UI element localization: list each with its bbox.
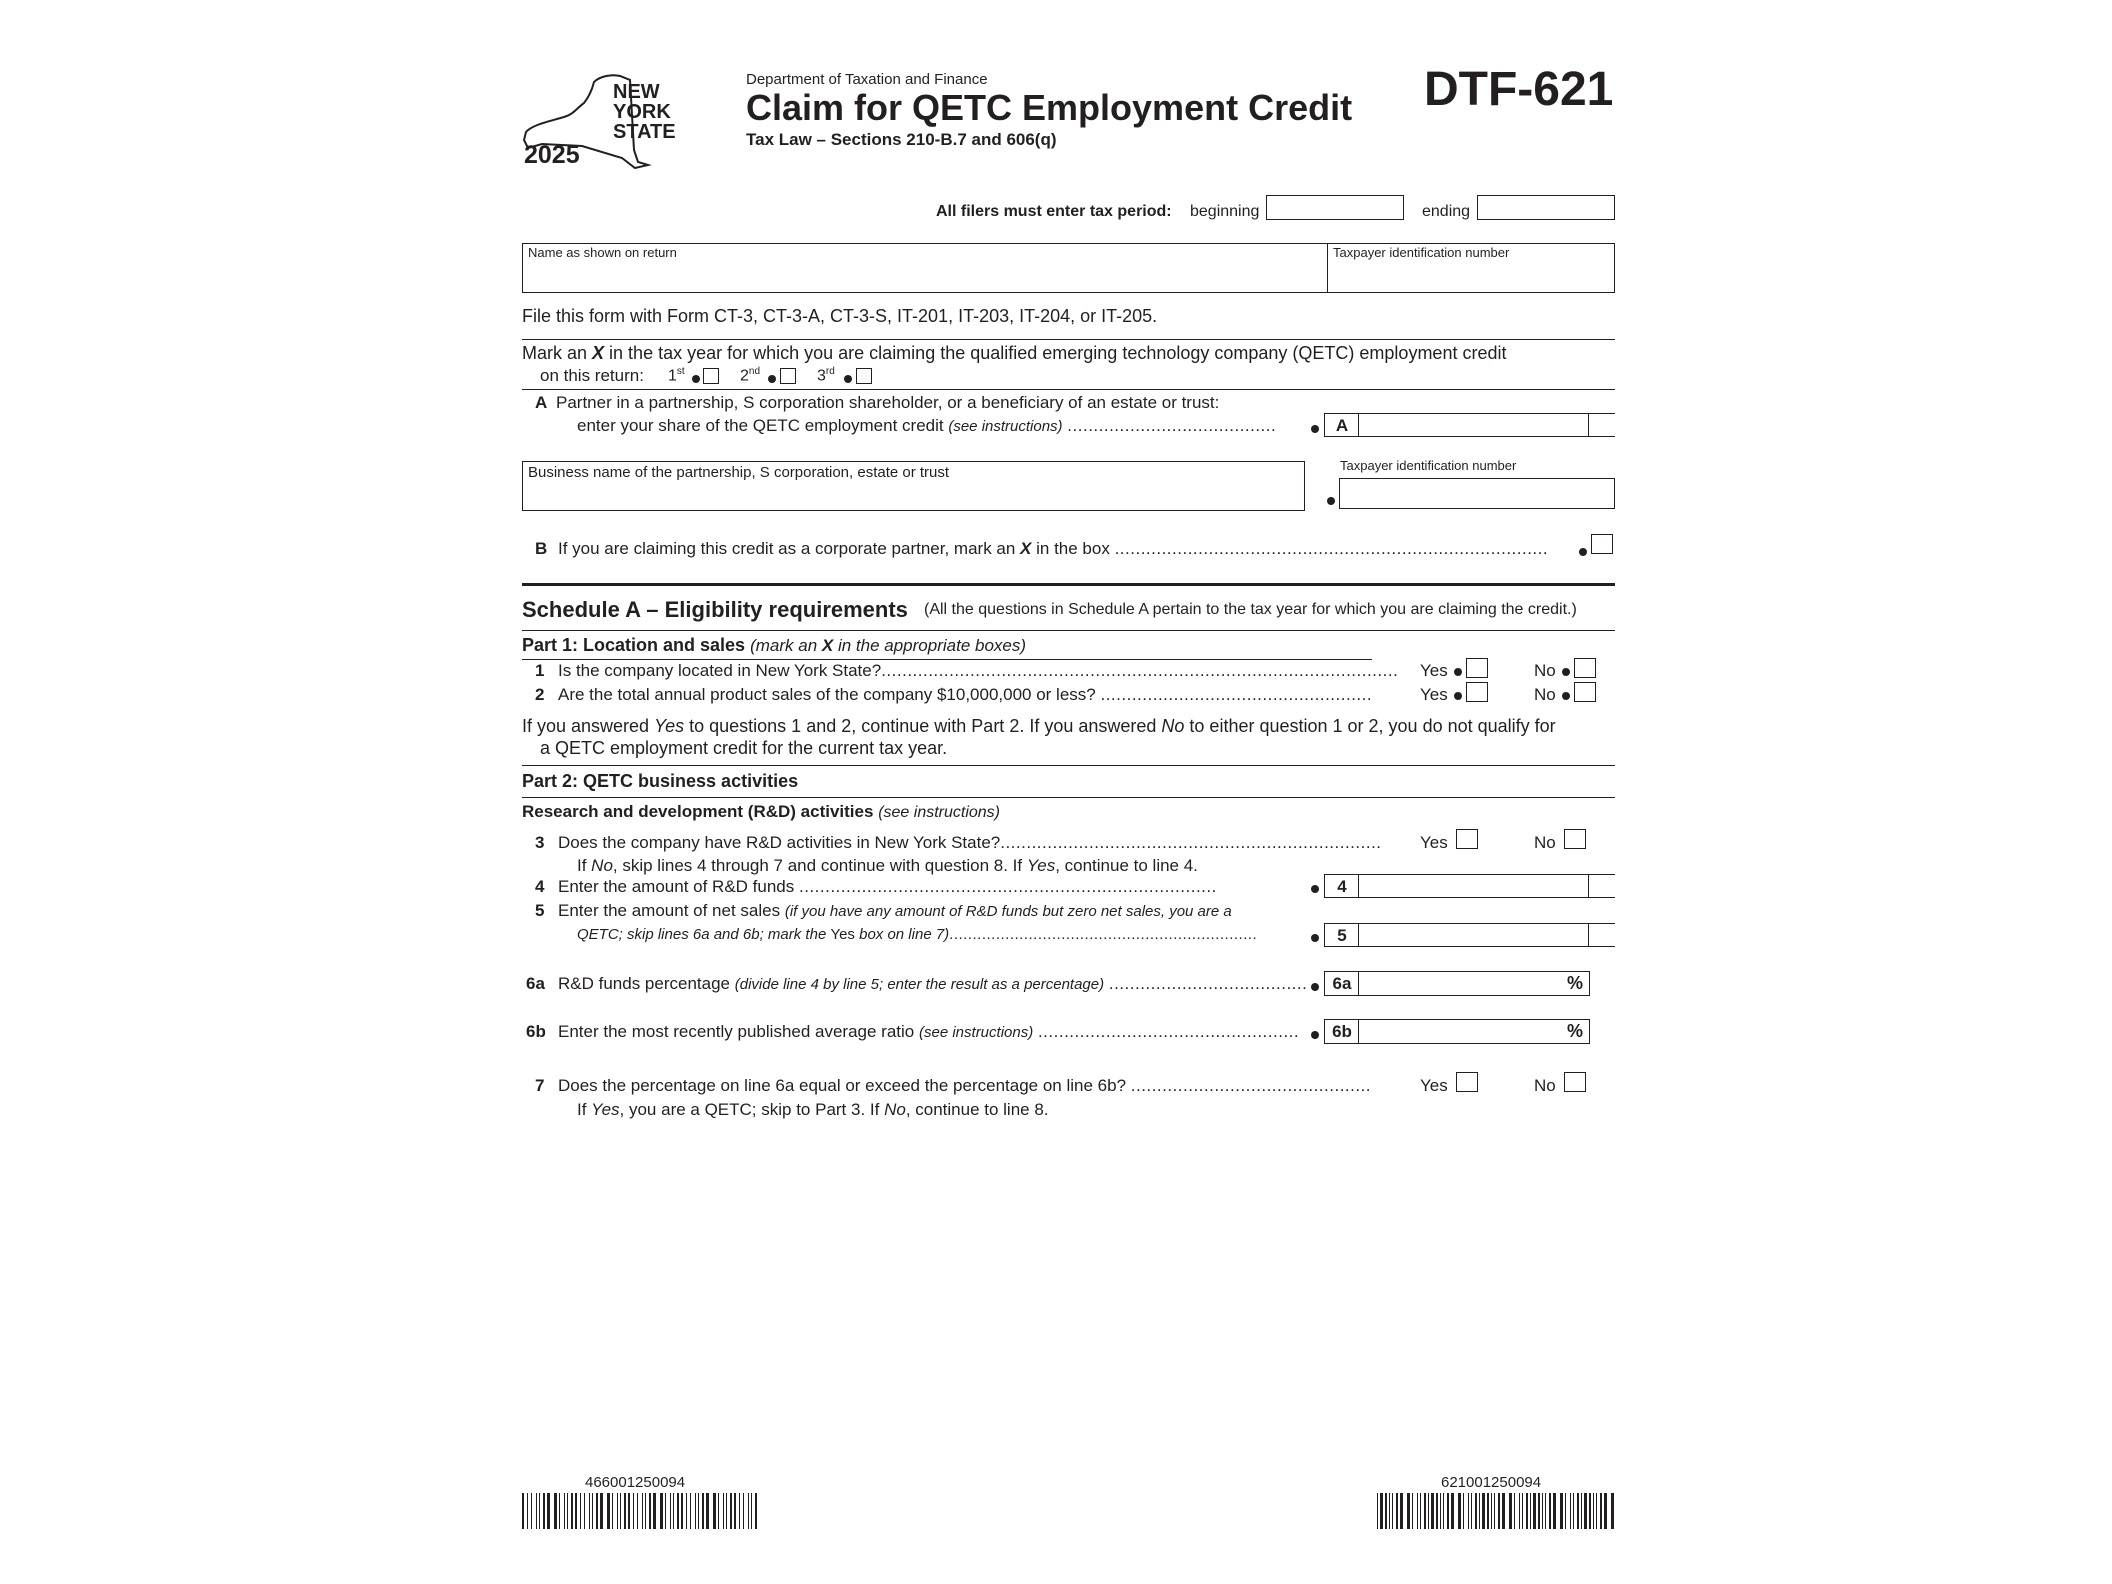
barcode-bar: [637, 1493, 638, 1529]
barcode-bar: [739, 1493, 740, 1529]
barcode-bar: [1542, 1493, 1543, 1529]
line-b-corporate-partner-checkbox[interactable]: [1591, 534, 1613, 554]
line-a-cents-input[interactable]: [1588, 413, 1615, 437]
nys-logo: [522, 70, 687, 170]
barcode-bar: [617, 1493, 618, 1529]
barcode-bar: [1479, 1493, 1480, 1529]
tax-period-ending-input[interactable]: [1477, 195, 1615, 220]
taxpayer-name-label: Name as shown on return: [528, 245, 677, 260]
q1-number: 1: [535, 661, 545, 680]
line5-text: Enter the amount of net sales (if you have any amount of R&D funds but zero net sales, you are a: [558, 901, 1232, 920]
q7-number: 7: [535, 1076, 545, 1095]
barcode-bar: [1463, 1493, 1464, 1529]
tax-year-2nd-checkbox[interactable]: [780, 368, 796, 384]
barcode-bar: [1491, 1493, 1492, 1529]
barcode-bar: [723, 1493, 724, 1529]
barcode-bar: [1604, 1493, 1607, 1529]
line5-note: QETC; skip lines 6a and 6b; mark the Yes box on line 7)..................................................................: [577, 926, 1258, 943]
q1-text: Is the company located in New York State?...................................................................................................: [558, 661, 1399, 680]
barcode-bar: [1380, 1493, 1383, 1529]
bullet-icon: [1454, 668, 1462, 676]
barcode-bar: [1385, 1493, 1387, 1529]
business-name-field[interactable]: [522, 461, 1305, 511]
barcode-bar: [1611, 1493, 1614, 1529]
barcode-bar: [1407, 1493, 1410, 1529]
percent-sign: %: [1566, 1021, 1583, 1041]
barcode-bar: [743, 1493, 744, 1529]
barcode-bar: [1581, 1493, 1582, 1529]
line6b-text: Enter the most recently published average ratio (see instructions) ..................................................: [558, 1022, 1300, 1041]
barcode-bar: [531, 1493, 532, 1529]
barcode-bar: [1471, 1493, 1472, 1529]
bullet-icon: [1311, 425, 1319, 433]
barcode-bar: [645, 1493, 646, 1529]
bullet-icon: [1311, 934, 1319, 942]
q7-no-label: No: [1534, 1076, 1556, 1095]
line-a-amount-input[interactable]: [1358, 413, 1590, 437]
barcode-bar: [653, 1493, 656, 1529]
barcode-bar: [600, 1493, 603, 1529]
barcode-bar: [1458, 1493, 1461, 1529]
barcode-bar: [1400, 1493, 1403, 1529]
barcode-bar: [751, 1493, 752, 1529]
barcode-bar: [1570, 1493, 1571, 1529]
tax-year-1st-label: 1st: [668, 366, 685, 385]
barcode-bar: [543, 1493, 545, 1529]
rd-heading: Research and development (R&D) activities (see instructions): [522, 802, 1001, 821]
divider: [522, 630, 1615, 631]
ending-label: ending: [1422, 203, 1471, 220]
barcode-bar: [536, 1493, 537, 1529]
barcode-bar: [1560, 1493, 1563, 1529]
barcode-bar: [628, 1493, 630, 1529]
line5-number: 5: [535, 901, 545, 920]
taxpayer-tin-label: Taxpayer identification number: [1333, 245, 1510, 260]
barcode-right: [1377, 1493, 1615, 1529]
barcode-bar: [1412, 1493, 1413, 1529]
barcode-bar: [1514, 1493, 1515, 1529]
line6a-percentage-input[interactable]: [1358, 971, 1590, 996]
barcode-bar: [539, 1493, 540, 1529]
part2-title: Part 2: QETC business activities: [522, 771, 799, 791]
barcode-bar: [1389, 1493, 1390, 1529]
bullet-icon: [1311, 1031, 1319, 1039]
line6a-text: R&D funds percentage (divide line 4 by line 5; enter the result as a percentage) ......................................: [558, 974, 1308, 993]
barcode-bar: [1475, 1493, 1477, 1529]
line6a-number: 6a: [526, 974, 545, 993]
q1-no-checkbox[interactable]: [1574, 658, 1596, 678]
barcode-left: [522, 1493, 760, 1529]
bullet-icon: [844, 375, 852, 383]
section-divider: [522, 583, 1615, 586]
line6b-box-label: 6b: [1324, 1019, 1360, 1044]
barcode-bar: [702, 1493, 704, 1529]
line6b-number: 6b: [526, 1022, 546, 1041]
barcode-bar: [726, 1493, 727, 1529]
barcode-bar: [1392, 1493, 1393, 1529]
line-a-box-label: A: [1324, 413, 1360, 437]
barcode-bar: [1498, 1493, 1500, 1529]
line6a-box-label: 6a: [1324, 971, 1360, 996]
tax-year-instruction: Mark an X in the tax year for which you are claiming the qualified emerging technology company (QETC) employment credit: [522, 343, 1507, 363]
barcode-bar: [575, 1493, 577, 1529]
barcode-bar: [1420, 1493, 1421, 1529]
barcode-bar: [755, 1493, 757, 1529]
schedule-a-title: Schedule A – Eligibility requirements: [522, 597, 908, 622]
barcode-bar: [1396, 1493, 1398, 1529]
barcode-bar: [607, 1493, 610, 1529]
barcode-bar: [681, 1493, 683, 1529]
divider: [522, 389, 1615, 390]
file-with-instructions: File this form with Form CT-3, CT-3-A, CT-3-S, IT-201, IT-203, IT-204, or IT-205.: [522, 306, 1158, 326]
tax-law-reference: Tax Law – Sections 210-B.7 and 606(q): [746, 130, 1057, 149]
q7-instructions: If Yes, you are a QETC; skip to Part 3. If No, continue to line 8.: [577, 1100, 1049, 1119]
barcode-bar: [706, 1493, 709, 1529]
barcode-bar: [1468, 1493, 1469, 1529]
bullet-icon: [1562, 692, 1570, 700]
barcode-bar: [567, 1493, 568, 1529]
divider: [522, 765, 1615, 766]
barcode-bar: [1377, 1493, 1378, 1529]
barcode-bar: [559, 1493, 560, 1529]
tax-year-1st-checkbox[interactable]: [703, 368, 719, 384]
barcode-bar: [660, 1493, 663, 1529]
barcode-bar: [522, 1493, 524, 1529]
q1-no-label: No: [1534, 661, 1556, 680]
tax-year-instruction-line2: on this return:: [540, 366, 644, 385]
barcode-bar: [1553, 1493, 1556, 1529]
barcode-bar: [580, 1493, 581, 1529]
line4-box-label: 4: [1324, 874, 1360, 898]
form-number: DTF-621: [1424, 63, 1614, 116]
barcode-bar: [624, 1493, 626, 1529]
barcode-bar: [670, 1493, 671, 1529]
bullet-icon: [1327, 497, 1335, 505]
logo-york: YORK: [613, 101, 671, 123]
q2-number: 2: [535, 685, 545, 704]
barcode-bar: [554, 1493, 557, 1529]
line6b-average-ratio-input[interactable]: [1358, 1019, 1590, 1044]
barcode-bar: [1487, 1493, 1489, 1529]
barcode-bar: [1545, 1493, 1546, 1529]
barcode-bar: [698, 1493, 699, 1529]
barcode-bar: [589, 1493, 590, 1529]
q2-text: Are the total annual product sales of the company $10,000,000 or less? ....................................................: [558, 685, 1373, 704]
percent-sign: %: [1566, 973, 1583, 993]
q2-no-label: No: [1534, 685, 1556, 704]
line5-cents-input[interactable]: [1588, 923, 1615, 947]
q3-instructions: If No, skip lines 4 through 7 and continue with question 8. If Yes, continue to line 4.: [577, 856, 1198, 875]
barcode-bar: [1436, 1493, 1438, 1529]
barcode-bar: [592, 1493, 593, 1529]
q3-yes-checkbox[interactable]: [1456, 829, 1478, 849]
tax-year-3rd-checkbox[interactable]: [856, 368, 872, 384]
barcode-bar: [1519, 1493, 1520, 1529]
tax-year-2nd-label: 2nd: [740, 366, 761, 385]
barcode-bar: [1533, 1493, 1536, 1529]
barcode-bar: [1428, 1493, 1429, 1529]
bullet-icon: [768, 375, 776, 383]
barcode-bar: [1584, 1493, 1587, 1529]
line-a-text: Partner in a partnership, S corporation shareholder, or a beneficiary of an estate or trust:: [556, 393, 1220, 412]
barcode-bar: [571, 1493, 573, 1529]
barcode-bar: [1526, 1493, 1528, 1529]
barcode-bar: [633, 1493, 634, 1529]
logo-year: 2025: [524, 141, 580, 169]
line4-rd-funds-input[interactable]: [1358, 874, 1590, 898]
schedule-a-note: (All the questions in Schedule A pertain to the tax year for which you are claiming the credit.): [924, 601, 1577, 618]
barcode-bar: [673, 1493, 674, 1529]
barcode-bar: [527, 1493, 528, 1529]
q7-no-checkbox[interactable]: [1564, 1072, 1586, 1092]
line-b-text: If you are claiming this credit as a corporate partner, mark an X in the box ...................................................................................: [558, 539, 1549, 558]
barcode-bar: [1573, 1493, 1574, 1529]
barcode-bar: [677, 1493, 679, 1529]
barcode-bar: [1577, 1493, 1579, 1529]
barcode-bar: [1530, 1493, 1531, 1529]
underline: [522, 659, 1372, 660]
barcode-bar: [690, 1493, 691, 1529]
barcode-bar: [1600, 1493, 1602, 1529]
logo-new: NEW: [613, 81, 660, 103]
barcode-bar: [1509, 1493, 1512, 1529]
q1-yes-label: Yes: [1420, 661, 1448, 680]
q3-yes-label: Yes: [1420, 833, 1448, 852]
barcode-bar: [1451, 1493, 1454, 1529]
q1-yes-checkbox[interactable]: [1466, 658, 1488, 678]
logo-state: STATE: [613, 121, 676, 143]
barcode-bar: [1443, 1493, 1444, 1529]
divider: [522, 339, 1615, 340]
barcode-bar: [718, 1493, 719, 1529]
barcode-bar: [564, 1493, 565, 1529]
barcode-bar: [713, 1493, 716, 1529]
barcode-bar: [596, 1493, 598, 1529]
business-tin-input[interactable]: [1339, 478, 1615, 509]
q3-no-checkbox[interactable]: [1564, 829, 1586, 849]
q2-yes-checkbox[interactable]: [1466, 682, 1488, 702]
barcode-bar: [547, 1493, 550, 1529]
q7-yes-label: Yes: [1420, 1076, 1448, 1095]
bullet-icon: [1311, 885, 1319, 893]
bullet-icon: [1454, 692, 1462, 700]
tax-period-beginning-input[interactable]: [1266, 195, 1404, 220]
barcode-bar: [734, 1493, 736, 1529]
barcode-bar: [1417, 1493, 1418, 1529]
line-a-number: A: [535, 393, 548, 412]
barcode-bar: [612, 1493, 613, 1529]
q2-yes-label: Yes: [1420, 685, 1448, 704]
line-b-number: B: [535, 539, 548, 558]
bullet-icon: [1562, 668, 1570, 676]
divider: [522, 797, 1615, 798]
form-title: Claim for QETC Employment Credit: [746, 87, 1353, 128]
q3-text: Does the company have R&D activities in New York State?.........................................................................: [558, 833, 1382, 852]
barcode-bar: [1549, 1493, 1551, 1529]
tax-year-3rd-label: 3rd: [817, 366, 835, 385]
taxpayer-tin-field[interactable]: [1327, 243, 1615, 293]
barcode-bar: [1440, 1493, 1441, 1529]
part1-title: Part 1: Location and sales (mark an X in the appropriate boxes): [522, 635, 1027, 655]
bullet-icon: [692, 375, 700, 383]
line4-number: 4: [535, 877, 545, 896]
line4-text: Enter the amount of R&D funds ................................................................................: [558, 877, 1217, 896]
barcode-bar: [1424, 1493, 1426, 1529]
department-name: Department of Taxation and Finance: [746, 71, 988, 88]
q3-number: 3: [535, 833, 545, 852]
barcode-bar: [1494, 1493, 1495, 1529]
taxpayer-name-field[interactable]: [522, 243, 1329, 293]
barcode-bar: [1589, 1493, 1591, 1529]
q2-no-checkbox[interactable]: [1574, 682, 1596, 702]
q7-text: Does the percentage on line 6a equal or exceed the percentage on line 6b? ..............................................: [558, 1076, 1372, 1095]
barcode-bar: [748, 1493, 749, 1529]
line4-cents-input[interactable]: [1588, 874, 1615, 898]
barcode-right-number: 621001250094: [1441, 1474, 1542, 1491]
bullet-icon: [1311, 983, 1319, 991]
tax-period-label: All filers must enter tax period:: [936, 203, 1172, 220]
barcode-bar: [1596, 1493, 1597, 1529]
barcode-bar: [1431, 1493, 1434, 1529]
business-tin-label: Taxpayer identification number: [1340, 458, 1517, 473]
bullet-icon: [1579, 548, 1587, 556]
barcode-bar: [1482, 1493, 1485, 1529]
barcode-bar: [1565, 1493, 1566, 1529]
barcode-bar: [649, 1493, 651, 1529]
beginning-label: beginning: [1190, 203, 1260, 220]
business-name-label: Business name of the partnership, S corporation, estate or trust: [528, 464, 950, 481]
barcode-bar: [1447, 1493, 1449, 1529]
barcode-bar: [730, 1493, 732, 1529]
barcode-bar: [620, 1493, 621, 1529]
q3-no-label: No: [1534, 833, 1556, 852]
barcode-bar: [1538, 1493, 1540, 1529]
line5-box-label: 5: [1324, 923, 1360, 947]
barcode-bar: [686, 1493, 687, 1529]
barcode-bar: [695, 1493, 696, 1529]
barcode-left-number: 466001250094: [585, 1474, 686, 1491]
barcode-bar: [1522, 1493, 1523, 1529]
part1-after-instructions: If you answered Yes to questions 1 and 2, continue with Part 2. If you answered No to either question 1 or 2, you do not qualify for: [522, 716, 1556, 736]
barcode-bar: [1593, 1493, 1594, 1529]
line-a-text-2: enter your share of the QETC employment credit (see instructions) ........................................: [577, 416, 1277, 435]
barcode-bar: [642, 1493, 643, 1529]
barcode-bar: [1502, 1493, 1505, 1529]
line5-net-sales-input[interactable]: [1358, 923, 1590, 947]
barcode-bar: [665, 1493, 666, 1529]
part1-after-instructions-2: a QETC employment credit for the current tax year.: [540, 738, 948, 758]
barcode-bar: [584, 1493, 585, 1529]
q7-yes-checkbox[interactable]: [1456, 1072, 1478, 1092]
